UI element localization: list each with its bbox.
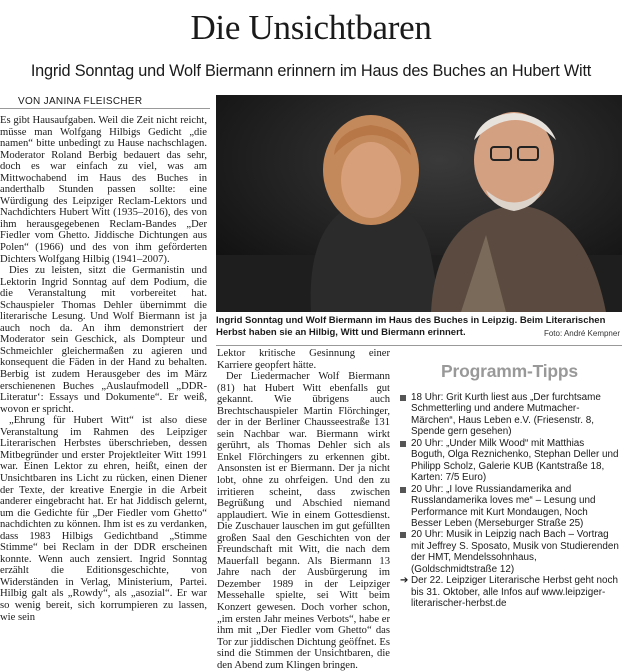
photo-illustration	[216, 95, 622, 312]
bullet-icon	[400, 487, 406, 493]
subheadline: Ingrid Sonntag und Wolf Biermann erinnern im Haus des Buches an Hubert Witt	[30, 62, 592, 80]
list-item	[400, 392, 620, 438]
tip-text: 20 Uhr: „Under Milk Wood“ mit Matthias Boguth, Olga Reznichenko, Stephan Deller und Philipp Scholz, Galerie KUB (Kantstraße 18, Karten: 7/5 Euro)	[411, 437, 619, 484]
article-photo	[216, 95, 622, 312]
bullet-icon	[400, 441, 406, 447]
article-column-2	[217, 348, 390, 671]
tips-footer	[400, 575, 620, 609]
photo-credit: Foto: André Kempner	[543, 329, 620, 338]
byline-divider	[0, 108, 210, 109]
bullet-icon	[400, 395, 406, 401]
paragraph: Der Liedermacher Wolf Biermann (81) hat Hubert Witt ebenfalls gut gekannt. Wie übrigens auch Brechtschauspieler Martin Flörchinger, der in der Berliner Chausseestraße 131 sein Nachbar war. Biermann wirkt gerührt, als Thomas Dehler sich als Enkel Flörchingers zu erkennen gibt. Ansonsten ist er Biermann. Der ja nicht lobt, ohne zu ohrfeigen. Und den zu irritieren scheint, dass zwischen Begrüßung und Abschied niemand applaudiert. Wie in einem Gottesdienst. Die Zuschauer lauschen im gut gefüllten großen Saal den Geschichten von der Freundschaft mit Witt, die nach dem Mauerfall begann. Als Biermann 13 Jahre nach der Ausbürgerung im Dezember 1989 in der Leipziger Messehalle spielte, sei Witt beim Konzert gewesen. Doch vorher schon, „im ersten Jahr meines Verbots“, habe er ihm mit „Der Fiedler vom Ghetto“ das Tor zur jiddischen Dichtung geöffnet. Es sind die Stimmen der Unsichtbaren, die den Abend zum Klingen bringen.	[217, 371, 390, 671]
byline: VON JANINA FLEISCHER	[18, 96, 143, 107]
tip-text: 20 Uhr: „I love Russiandamerika and Russlandamerika loves me“ – Lesung und Performance mit Kurt Mondaugen, Noch Besser Leben (Merseburger Straße 25)	[411, 483, 596, 529]
divider	[216, 345, 622, 346]
arrow-right-icon: ➔	[400, 575, 409, 587]
headline: Die Unsichtbaren	[190, 8, 432, 47]
list-item	[400, 484, 620, 530]
list-item	[400, 529, 620, 575]
program-tips-title: Programm-Tipps	[441, 361, 578, 381]
paragraph: „Ehrung für Hubert Witt“ ist also diese Veranstaltung im Rahmen des Leipziger Literarischen Herbstes überschrieben, dessen Mitbegründer und erster Projektleiter Witt 1991 war. Einen Lektor zu ehren, heißt, einen der Unsichtbaren ins Licht zu rücken, einen Diener der Texte, der kreative Energie in die Arbeit anderer eingebracht hat. Er hat Jiddisch gelernt, um die Gedichte für „Der Fiedler vom Ghetto“ nachdichten zu können. Ihm ist es zu verdanken, dass 1983 Hilbigs Gedichtband „Stimme Stimme“ bei Reclam in der DDR erscheinen konnte. Wenn auch zensiert. Ingrid Sonntag erzählt die Editionsgeschichte, von Widerständen in Verlag, Ministerium, Partei. Hilbig galt als „Rowdy“, als „asozial“. Er war so wenig bereit, sich korrumpieren zu lassen, wie sein	[0, 415, 207, 623]
list-item	[400, 438, 620, 484]
paragraph: Lektor kritische Gesinnung einer Karriere geopfert hätte.	[217, 348, 390, 371]
paragraph: Dies zu leisten, sitzt die Germanistin und Lektorin Ingrid Sonntag auf dem Podium, die die Veranstaltung mit vorbereitet hat. Schauspieler Thomas Dehler übernimmt die literarische Lesung. Und Wolf Biermann ist ja auch noch da. An ihm demonstriert der Moderator sein Geschick, als Dompteur und Schmeichler gleichermaßen zu agieren und konsequent die Fäden in der Hand zu behalten. Berbig ist zudem Herausgeber des im März erschienenen Buches „Auslaufmodell „DDR-Literatur‘: Essays und Dokumente“. Er weiß, wovon er spricht.	[0, 265, 207, 415]
footer-text: Der 22. Leipziger Literarische Herbst geht noch bis 31. Oktober, alle Infos auf www.leipziger-literarischer-herbst.de	[411, 575, 618, 610]
tip-text: 18 Uhr: Grit Kurth liest aus „Der furchtsame Schmetterling und andere Mutmacher-Märchen“, Haus Leben e.V. (Friesenstr. 8, Spende gern gesehen)	[411, 392, 601, 438]
photo-caption: Ingrid Sonntag und Wolf Biermann im Haus des Buches in Leipzig. Beim Literarischen Herbst haben sie an Hilbig, Witt und Biermann erinnert.	[216, 315, 606, 338]
article-column-1	[0, 115, 207, 623]
bullet-icon	[400, 532, 406, 538]
paragraph: Es gibt Hausaufgaben. Weil die Zeit nicht reicht, müsse man Wolfgang Hilbigs Gedicht „die namen“ bitte unbedingt zu Hause nachschlagen. Moderator Roland Berbig bedauert das sehr, doch es war einfach zu viel, was am Mittwochabend im Haus des Buches in anderthalb Stunden passen sollte: eine Würdigung des Leipziger Reclam-Lektors und Nachdichters Hubert Witt (1935–2016), des von ihm herausgegebenen Reclam-Bandes „Der Fiedler vom Ghetto. Jiddische Dichtungen aus Polen“ (1966) und des von ihm geförderten Dichters Wolfgang Hilbig (1941–2007).	[0, 115, 207, 265]
tip-text: 20 Uhr: Musik in Leipzig nach Bach – Vortrag mit Jeffrey S. Sposato, Musik von Studierenden der HMT, Mendelssohnhaus, (Goldschmidtstraße 12)	[411, 529, 619, 575]
program-tips-list	[400, 392, 620, 610]
